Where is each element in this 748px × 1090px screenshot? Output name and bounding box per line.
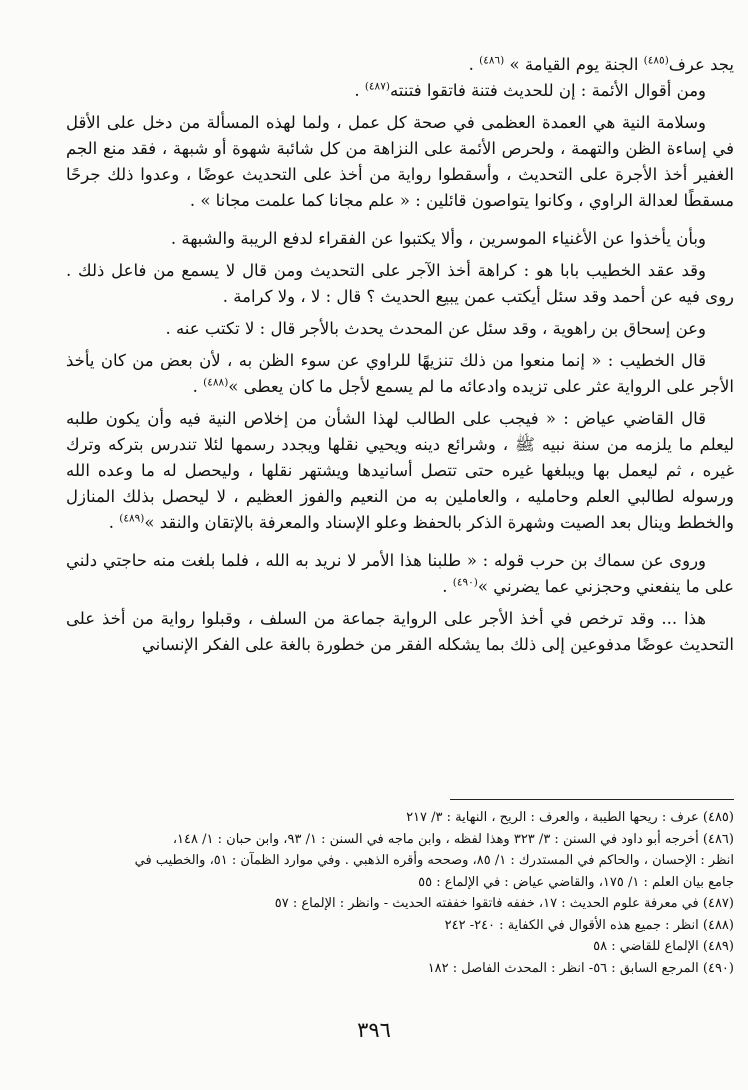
paragraph-6	[66, 316, 734, 342]
footnote-ref: (٤٨٥)	[643, 54, 669, 67]
footnote-ref: (٤٨٩)	[119, 512, 145, 525]
paragraph-3	[66, 110, 734, 214]
paragraph-text: الجنة يوم القيامة »	[504, 55, 644, 74]
footnotes	[48, 807, 734, 979]
footnote-488: (٤٨٨) انظر : جميع هذه الأقوال في الكفاية : ٢٤٠- ٢٤٢	[444, 917, 734, 933]
paragraph-text: .	[468, 55, 480, 74]
footnote-489: (٤٨٩) الإلماع للقاضي : ٥٨	[593, 939, 734, 954]
footnote-486-cont-1: انظر : الإحسان ، والحاكم في المستدرك : ١/ ٨٥، وصححه وأقره الذهبي . وفي موارد الظمآن : ٥١، والخطيب في	[134, 853, 734, 868]
footnote-separator	[450, 799, 734, 800]
paragraph-1	[66, 52, 734, 78]
footnote-486-cont-2: جامع بيان العلم : ١/ ١٧٥، والقاضي عياض : في الإلماع : ٥٥	[418, 874, 734, 890]
footnote-ref: (٤٨٧)	[364, 80, 390, 93]
footnote-485: (٤٨٥) عرف : ريحها الطيبة ، والعرف : الريح ، النهاية : ٣/ ٢١٧	[406, 810, 734, 825]
footnote-490: (٤٩٠) المرجع السابق : ٥٦- انظر : المحدث الفاصل : ١٨٢	[427, 960, 734, 976]
paragraph-text: قال القاضي عياض : « فيجب على الطالب لهذا الشأن من إخلاص النية فيه وأن يكون طلبه ليعلم ما يلزمه من سنة نبيه ﷺ ، وشرائع دينه ويحيي نقلها ويجدد رسمها لئلا تندرس بتركه وترك غيره ، ثم ليعمل بها ويبلغها غيره حتى تتصل أسانيدها ويشتهر نقلها ، وليحصل له ما وعده الله ورسوله لطالبي العلم وحامليه ، والعاملين به من النعيم والفوز العظيم ، لا ليحصل بذلك المنازل والخطط وينال بعد الصيت وشهرة الذكر بالحفظ وعلو الإسناد والمعرفة بالإتقان والنقد »	[66, 409, 734, 532]
paragraph-text: وروى عن سماك بن حرب قوله : « طلبنا هذا الأمر لا نريد به الله ، فلما بلغت منه حاجتي دلني على ما ينفعني وحجزني عما يضرني »	[66, 551, 734, 596]
footnote-ref: (٤٨٨)	[203, 376, 229, 389]
paragraph-text: وسلامة النية هي العمدة العظمى في صحة كل عمل ، ولما لهذه المسألة من دخل على الأقل في إساءة الظن والتهمة ، ولحرص الأئمة على النزاهة من كل شائبة شهوة أو شبهة ، فقد منع الجم الغفير أخذ الأجرة على التحديث ، وأسقطوا رواية من أخذ على التحديث عوضًا ، وعدوا ذلك جرحًا مسقطًا لعدالة الراوي ، وكانوا يتواصون قائلين : « علم مجانا كما علمت مجانا » .	[66, 113, 734, 210]
paragraph-2	[66, 78, 734, 104]
paragraph-text: .	[354, 81, 365, 100]
footnote-487: (٤٨٧) في معرفة علوم الحديث : ١٧، خففه فاتقوا خففته الحديث - وانظر : الإلماع : ٥٧	[274, 896, 734, 911]
paragraph-text: وبأن يأخذوا عن الأغنياء الموسرين ، وألا يكتبوا عن الفقراء لدفع الريبة والشبهة .	[170, 229, 706, 248]
page-number: ٣٩٦	[357, 1018, 391, 1042]
paragraph-text: يجد عرف	[668, 55, 734, 74]
paragraph-text: قال الخطيب : « إنما منعوا من ذلك تنزيهًا للراوي عن سوء الظن به ، لأن بعض من كان يأخذ الأجر على الرواية عثر على تزيده وادعائه ما لم يسمع لأجل ما كان يعطى »	[66, 351, 734, 396]
paragraph-text: وعن إسحاق بن راهوية ، وقد سئل عن المحدث يحدث بالأجر قال : لا تكتب عنه .	[165, 319, 706, 338]
paragraph-4	[66, 226, 734, 252]
main-text	[66, 52, 734, 658]
paragraph-5	[66, 258, 734, 310]
paragraph-9	[66, 548, 734, 600]
paragraph-8	[66, 406, 734, 536]
paragraph-text: وقد عقد الخطيب بابا هو : كراهة أخذ الآجر على التحديث ومن قال لا يسمع من فاعل ذلك . روى فيه عن أحمد وقد سئل أيكتب عمن يبيع الحديث ؟ قال : لا ، ولا كرامة .	[66, 261, 734, 306]
paragraph-text: هذا ... وقد ترخص في أخذ الأجر على الرواية جماعة من السلف ، وقبلوا رواية من أخذ على التحديث عوضًا مدفوعين إلى ذلك بما يشكله الفقر من خطورة بالغة على الفكر الإنساني	[66, 609, 734, 654]
paragraph-text: .	[192, 377, 204, 396]
paragraph-text: ومن أقوال الأئمة : إن للحديث فتنة فاتقوا فتنته	[389, 81, 706, 100]
footnote-ref: (٤٩٠)	[452, 576, 478, 589]
paragraph-text: .	[108, 513, 120, 532]
footnote-ref: (٤٨٦)	[479, 54, 505, 67]
paragraph-7	[66, 348, 734, 400]
paragraph-10	[66, 606, 734, 658]
footnote-486: (٤٨٦) أخرجه أبو داود في السنن : ٣/ ٣٢٣ وهذا لفظه ، وابن ماجه في السنن : ١/ ٩٣، وابن حبان : ١/ ١٤٨،	[172, 831, 734, 847]
paragraph-text: .	[442, 577, 453, 596]
